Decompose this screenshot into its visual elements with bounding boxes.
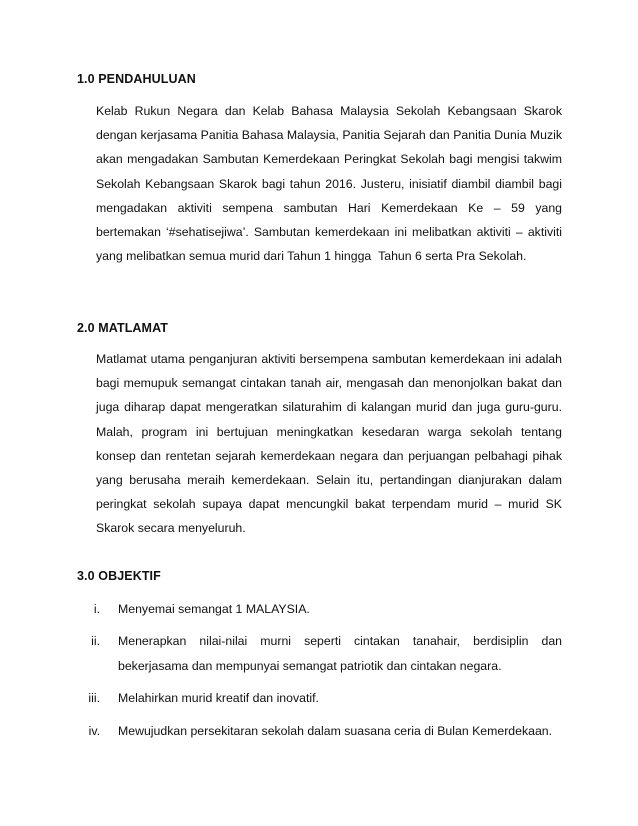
section-heading-pendahuluan: 1.0 PENDAHULUAN <box>77 72 196 86</box>
objective-list <box>60 597 562 743</box>
list-item-number: iv. <box>88 723 100 738</box>
list-item <box>60 597 562 621</box>
list-item-number: i. <box>93 602 100 616</box>
list-item <box>60 719 562 743</box>
section-heading-matlamat: 2.0 MATLAMAT <box>77 321 169 335</box>
list-item-text: Melahirkan murid kreatif dan inovatif. <box>118 691 319 706</box>
list-item <box>60 686 562 710</box>
list-item-text: Menyemai semangat 1 MALAYSIA. <box>118 602 310 616</box>
list-item <box>60 629 562 678</box>
list-item-number: iii. <box>88 691 100 706</box>
section-heading-objektif: 3.0 OBJEKTIF <box>77 569 161 583</box>
list-item-number: ii. <box>91 634 100 649</box>
paragraph-pendahuluan: Kelab Rukun Negara dan Kelab Bahasa Malaysia Sekolah Kebangsaan Skarok dengan kerjasama Panitia Bahasa Malaysia, Panitia Sejarah dan Panitia Dunia Muzik akan mengadakan Sambutan Kemerdekaan Peringkat Sekolah bagi mengisi takwim Sekolah Kebangsaan Skarok bagi tahun 2016. Justeru, inisiatif diambil diambil bagi mengadakan aktiviti sempena sambutan Hari Kemerdekaan Ke – 59 yang bertemakan ‘#sehatisejiwa’. Sambutan kemerdekaan ini melibatkan aktiviti – aktiviti yang melibatkan semua murid dari Tahun 1 hingga Tahun 6 serta Pra Sekolah. <box>96 104 562 264</box>
list-item-text: Menerapkan nilai-nilai murni seperti cintakan tanahair, berdisiplin dan bekerjasama dan mempunyai semangat patriotik dan cintakan negara. <box>118 634 562 673</box>
list-item-text: Mewujudkan persekitaran sekolah dalam suasana ceria di Bulan Kemerdekaan. <box>118 723 553 738</box>
paragraph-matlamat: Matlamat utama penganjuran aktiviti bersempena sambutan kemerdekaan ini adalah bagi memupuk semangat cintakan tanah air, mengasah dan menonjolkan bakat dan juga diharap dapat mengeratkan silaturahim di kalangan murid dan juga guru-guru. Malah, program ini bertujuan meningkatkan kesedaran warga sekolah tentang konsep dan rentetan sejarah kemerdekaan negara dan perjuangan pelbahagi pihak yang berusaha meraih kemerdekaan. Selain itu, pertandingan dianjurakan dalam peringkat sekolah supaya dapat mencungkil bakat terpendam murid – murid SK Skarok secara menyeluruh. <box>96 352 562 536</box>
